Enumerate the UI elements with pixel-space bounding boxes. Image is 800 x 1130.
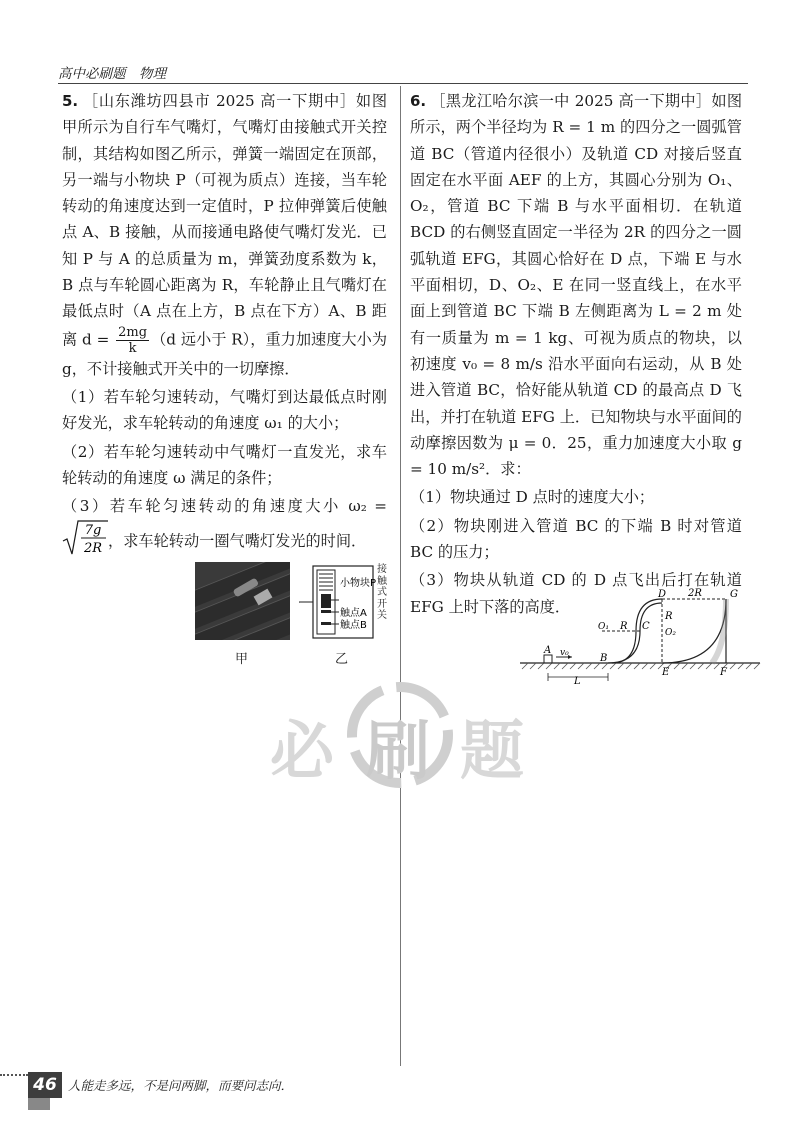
label-C: C [642, 621, 650, 632]
q6-sub1: （1）物块通过 D 点时的速度大小； [410, 488, 655, 507]
label-a: 触点A [340, 608, 367, 619]
q6-figure [512, 585, 762, 685]
label-B: B [600, 653, 608, 664]
label-switch: 接触式开关 [377, 564, 387, 621]
label-2R: 2R [688, 588, 702, 599]
label-D: D [658, 589, 667, 600]
switch-diagram [299, 562, 409, 642]
watermark-char-1: 必 [270, 715, 334, 789]
caption-yi: 乙 [335, 652, 349, 667]
label-v0: v₀ [560, 648, 569, 658]
q6-stem [410, 88, 742, 482]
q5-number: 5. [62, 92, 79, 110]
q5-source: ［山东潍坊四县市 2025 高一下期中］ [82, 92, 356, 110]
label-R1: R [620, 621, 628, 632]
q5-sub3 [62, 493, 387, 566]
label-F: F [720, 667, 727, 678]
q5-body-1: 如图甲所示为自行车气嘴灯，气嘴灯由接触式开关控制，其结构如图乙所示，弹簧一端固定在顶部，另一端与小物块 P（可视为质点）连接，当车轮转动的角速度达到一定值时，P 拉伸弹簧后使触点 A、B 接触，从而接通电路使气嘴灯发光．已知 P 与 A 的总质量为 m，弹簧劲度系数为 k，B 点与车轮圆心距离为 R，车轮静止且气嘴灯在最低点时（A 点在上方，B 点在下方）A、B 距离 d = [62, 92, 388, 349]
q5-stem [62, 88, 387, 382]
question-6 [410, 88, 742, 620]
q6-source: ［黑龙江哈尔滨一中 2025 高一下期中］ [430, 92, 712, 110]
footer-block [28, 1098, 50, 1110]
track-diagram [512, 585, 762, 685]
q5-fraction [116, 325, 149, 356]
footer-dots [0, 1074, 28, 1084]
label-O2: O₂ [665, 628, 676, 638]
q6-sub3: （3）物块从轨道 CD 的 D 点飞出后打在轨道 EFG 上时下落的高度． [410, 571, 742, 616]
caption-jia: 甲 [235, 652, 249, 667]
q5-sqrt-num: 7g [84, 523, 102, 539]
label-O1: O₁ [598, 622, 609, 632]
watermark-char-3: 题 [460, 715, 524, 789]
q5-figure [195, 562, 395, 672]
q5-sub2: （2）若车轮匀速转动中气嘴灯一直发光，求车轮转动的角速度 ω 满足的条件； [62, 442, 387, 487]
label-G: G [730, 589, 738, 600]
q5-sqrt-den: 2R [83, 541, 103, 557]
label-p: 小物块P [340, 578, 377, 589]
q6-body: 如图所示，两个半径均为 R = 1 m 的四分之一圆弧管道 BC（管道内径很小）及轨道 CD 对接后竖直固定在水平面 AEF 的上方，其圆心分别为 O₁、O₂，管道 BC 下端 B 与水平面相切．在轨道 BCD 的右侧竖直固定一半径为 2R 的四分之一圆弧轨道 EFG，其圆心恰好在 D 点，下端 E 与水平面相切，D、O₂、E 在同一竖直线上，在水平面上到管道 BC 下端 B 左侧距离为 L = 2 m 处有一质量为 m = 1 kg、可视为质点的物块，以初速度 v₀ = 8 m/s 沿水平面向右运动，从 B 处进入管道 BC，恰好能从轨道 CD 的最高点 D 飞出，并打在轨道 EFG 上．已知物块与水平面间的动摩擦因数为 μ = 0．25，重力加速度大小取 g = 10 m/s²．求： [410, 92, 743, 479]
q5-body-2: （d 远小于 R），重力加速度大小为 g，不计接触式开关中的一切摩擦． [62, 330, 388, 378]
watermark-char-2: 刷 [366, 715, 430, 789]
bike-valve-photo [195, 562, 290, 640]
q6-sub2: （2）物块刚进入管道 BC 的下端 B 时对管道 BC 的压力； [410, 516, 742, 562]
q5-frac-num: 2mg [118, 324, 148, 340]
q5-sub1: （1）若车轮匀速转动，气嘴灯到达最低点时刚好发光，求车轮转动的角速度 ω₁ 的大小； [62, 387, 387, 433]
label-A: A [544, 645, 552, 656]
label-R2: R [665, 611, 673, 622]
q5-sub3-a: （3）若车轮匀速转动的角速度大小 ω₂ = [62, 497, 387, 516]
q5-frac-den: k [128, 340, 137, 356]
q5-sub3-b: ，求车轮转动一圈气嘴灯发光的时间． [108, 532, 367, 551]
page-header [58, 62, 748, 84]
q6-number: 6. [410, 92, 427, 110]
sqrt-sign [62, 519, 108, 557]
label-E: E [662, 667, 670, 678]
question-5 [62, 88, 387, 566]
q5-sqrt [62, 519, 108, 565]
footer-motto: 人能走多远，不是问两脚，而要问志向． [68, 1078, 294, 1093]
page-number: 46 [28, 1072, 62, 1098]
label-L: L [574, 676, 581, 685]
watermark [262, 680, 542, 790]
valve-light-icon [195, 562, 290, 640]
label-b: 触点B [340, 620, 367, 631]
header-title: 高中必刷题 物理 [58, 66, 166, 82]
